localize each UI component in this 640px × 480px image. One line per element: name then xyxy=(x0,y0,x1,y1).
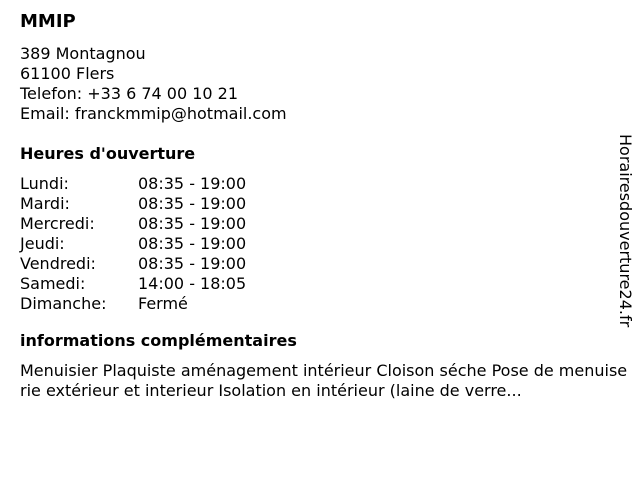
day-label: Jeudi: xyxy=(20,234,65,253)
day-time: 08:35 - 19:00 xyxy=(138,194,247,213)
watermark xyxy=(612,134,636,346)
day-time: 08:35 - 19:00 xyxy=(138,214,247,233)
day-label: Mardi: xyxy=(20,194,70,213)
info-title: informations complémentaires xyxy=(20,331,297,350)
day-time: 08:35 - 19:00 xyxy=(138,234,247,253)
address-line-2: 61100 Flers xyxy=(20,64,115,83)
phone-line: Telefon: +33 6 74 00 10 21 xyxy=(20,84,239,103)
hours-row-tuesday xyxy=(20,194,615,214)
hours-row-saturday xyxy=(20,274,615,294)
address-line-1: 389 Montagnou xyxy=(20,44,146,63)
hours-title: Heures d'ouverture xyxy=(20,144,196,163)
business-name: MMIP xyxy=(20,11,76,32)
email-line: Email: franckmmip@hotmail.com xyxy=(20,104,287,123)
day-label: Lundi: xyxy=(20,174,69,193)
day-time: Fermé xyxy=(138,294,188,313)
hours-row-wednesday xyxy=(20,214,615,234)
hours-row-sunday xyxy=(20,294,615,314)
day-time: 08:35 - 19:00 xyxy=(138,174,247,193)
day-label: Dimanche: xyxy=(20,294,107,313)
day-label: Mercredi: xyxy=(20,214,95,233)
hours-row-monday xyxy=(20,174,615,194)
day-time: 08:35 - 19:00 xyxy=(138,254,247,273)
hours-row-friday xyxy=(20,254,615,274)
watermark-text: Horairesdouverture24.fr xyxy=(616,134,635,328)
info-description: Menuisier Plaquiste aménagement intérieur Cloison séche Pose de menuiserie extérieur et interieur Isolation en intérieur (laine de verre... xyxy=(20,361,628,400)
day-label: Vendredi: xyxy=(20,254,96,273)
day-label: Samedi: xyxy=(20,274,86,293)
day-time: 14:00 - 18:05 xyxy=(138,274,247,293)
hours-row-thursday xyxy=(20,234,615,254)
hours-list xyxy=(20,174,615,314)
